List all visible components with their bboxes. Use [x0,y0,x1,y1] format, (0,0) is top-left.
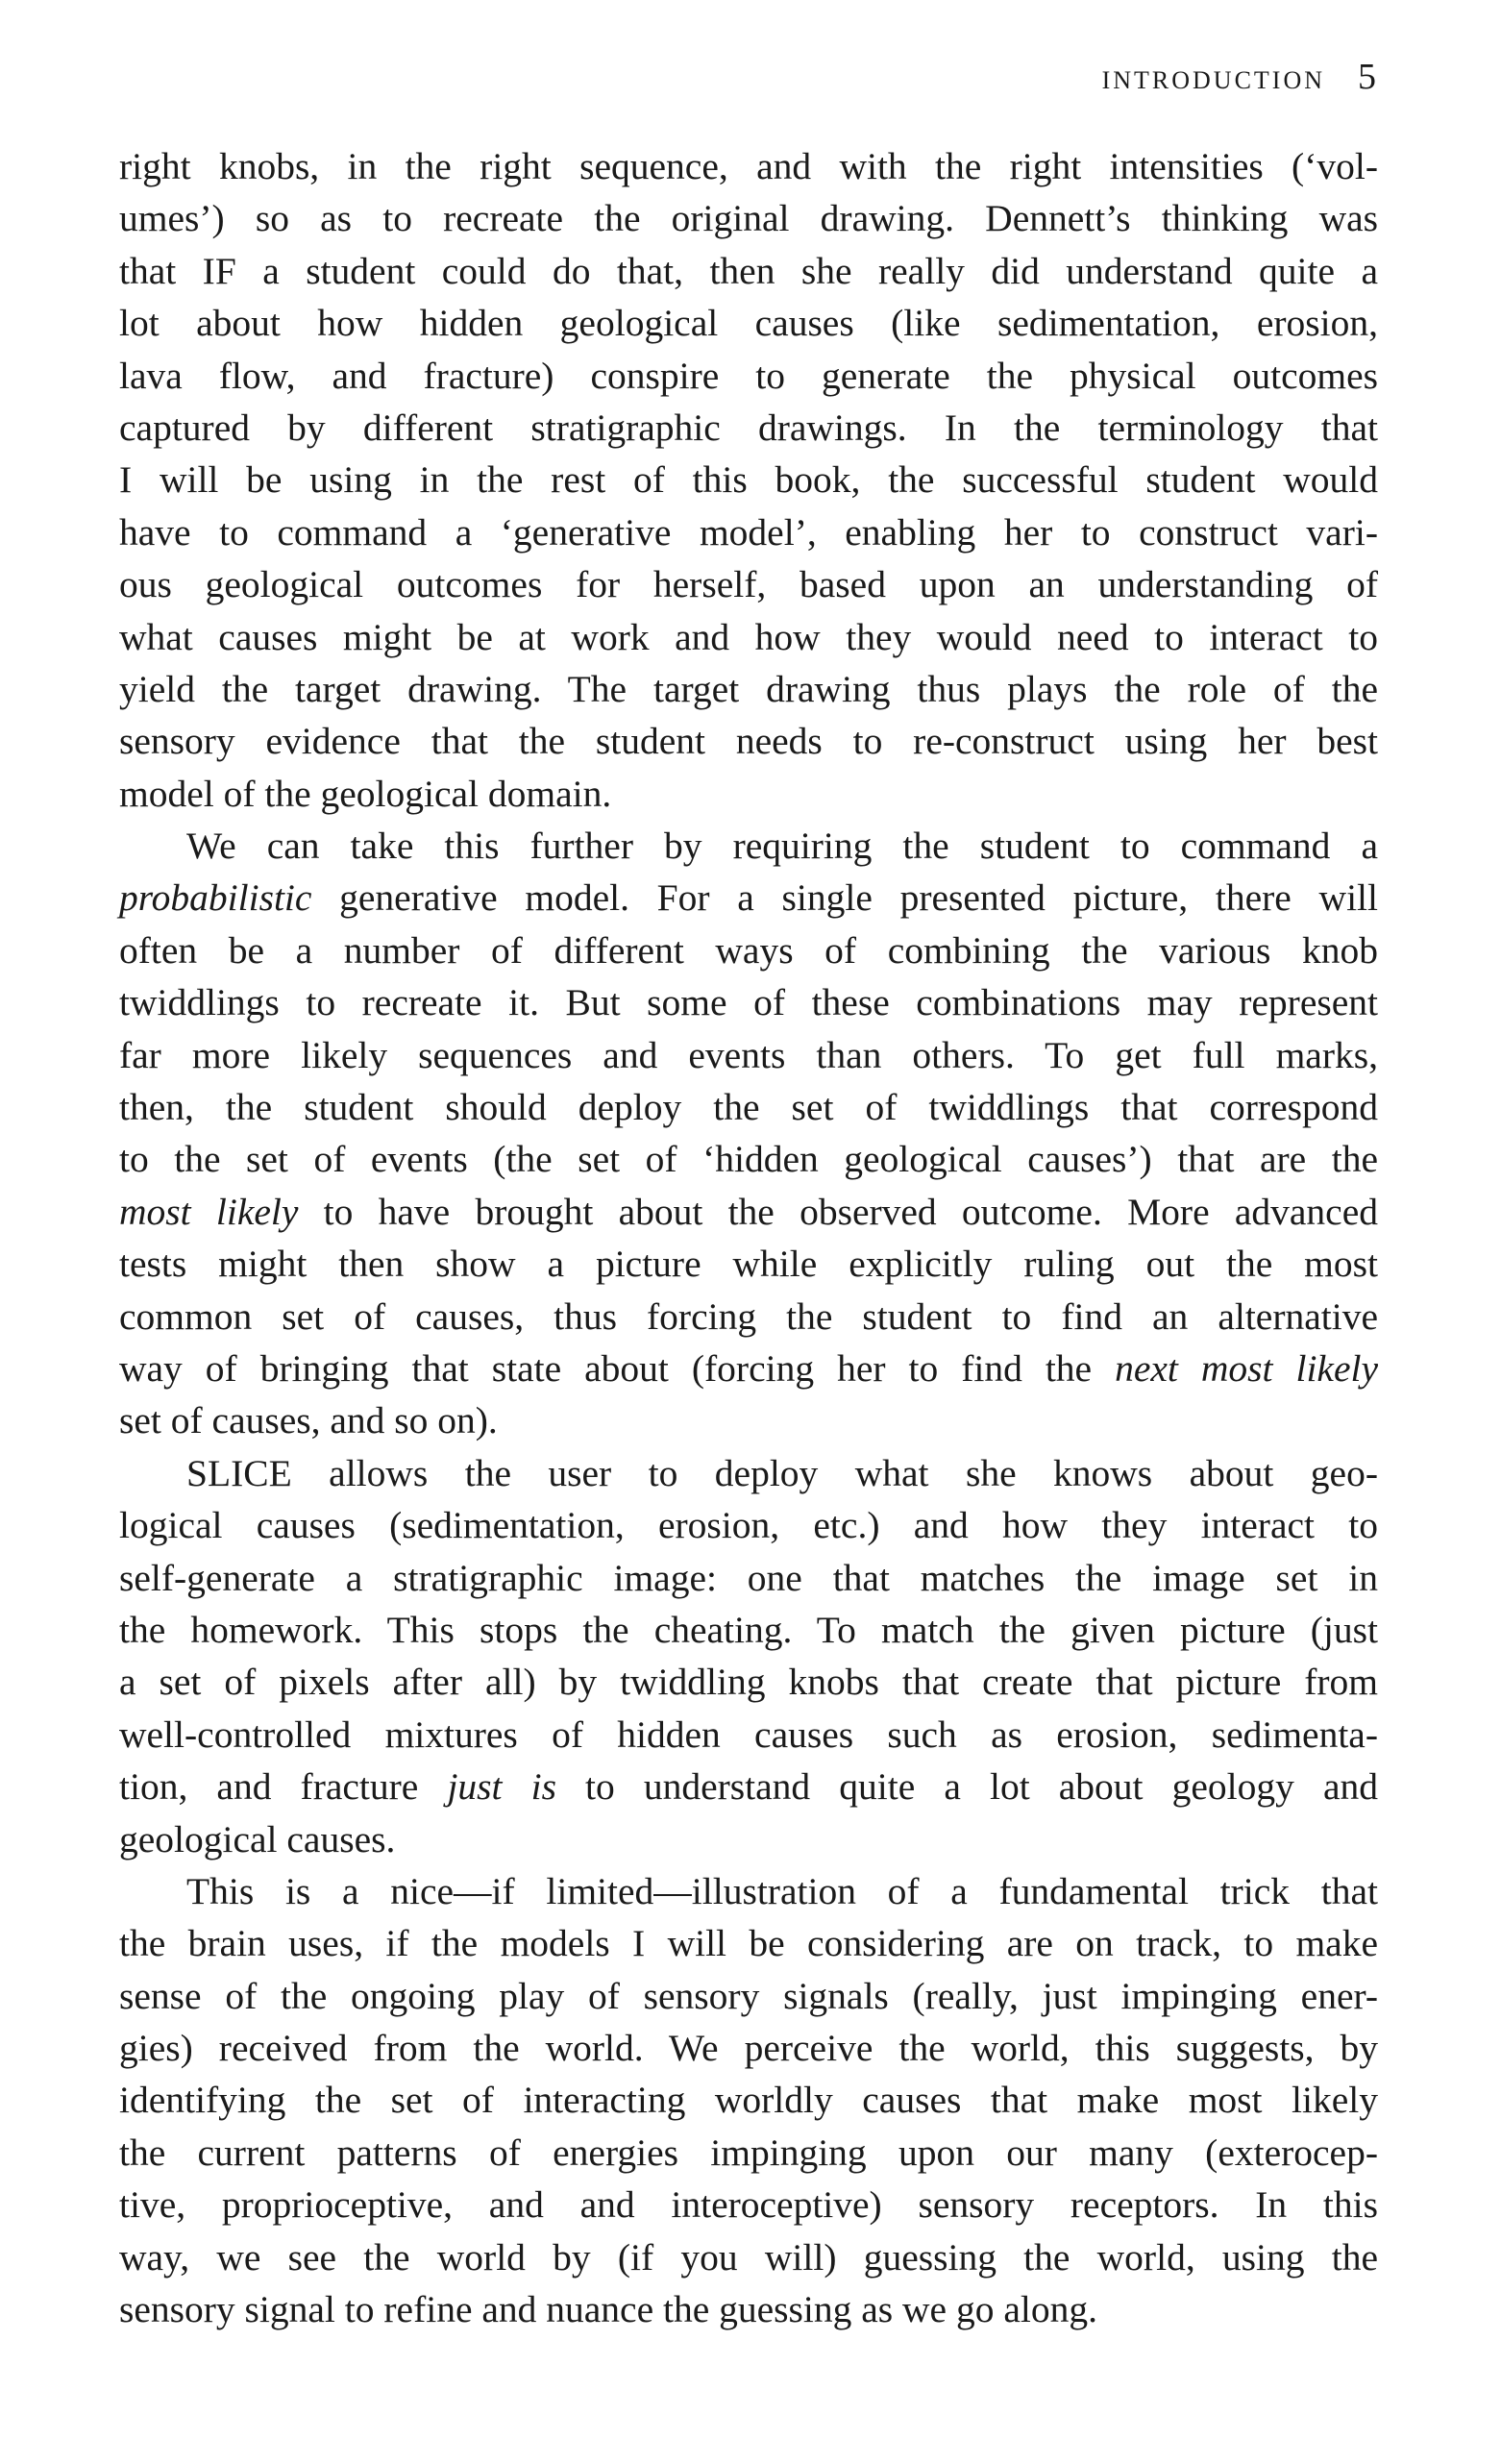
text-line [119,924,1378,976]
text-segment: tests might then show a picture while explicitly ruling out the most [119,1243,1378,1286]
text-segment: way of bringing that state about (forcing her to find the [119,1346,1116,1390]
text-line [119,1813,1378,1865]
running-head [1102,56,1376,98]
text-segment: have to command a ‘generative model’, enabling her to construct vari- [119,510,1378,554]
text-line [119,2231,1378,2283]
text-segment: generative model. For a single presented picture, there will [311,876,1378,920]
text-line [119,1447,1378,1499]
text-segment: This is a nice—if limited—illustration of a fundamental trick that [186,1869,1378,1912]
text-line [119,1029,1378,1081]
text-segment: right knobs, in the right sequence, and with the right intensities (‘vol- [119,145,1378,187]
text-line [119,2283,1378,2335]
text-segment: logical causes (sedimentation, erosion, etc.) and how they interact to [119,1504,1378,1547]
text-line [119,245,1378,297]
text-segment: geological causes. [119,1817,396,1860]
text-segment: the current patterns of energies impinging upon our many (exterocep- [119,2131,1378,2174]
text-segment: lot about how hidden geological causes (like sedimentation, erosion, [119,302,1378,345]
text-line [119,558,1378,610]
text-line [119,663,1378,715]
text-line [119,297,1378,349]
text-segment: gies) received from the world. We perceive the world, this suggests, by [119,2027,1378,2070]
text-line [119,976,1378,1028]
text-segment: We can take this further by requiring the student to command a [186,825,1378,868]
text-segment: then, the student should deploy the set of twiddlings that correspond [119,1086,1378,1129]
italic-text: most likely [119,1190,299,1233]
text-segment: far more likely sequences and events than others. To get full marks, [119,1033,1378,1076]
text-line [119,2074,1378,2126]
text-segment: ous geological outcomes for herself, based upon an understanding of [119,563,1378,606]
text-line [119,192,1378,244]
text-segment: captured by different stratigraphic drawings. In the terminology that [119,406,1378,449]
text-segment: model of the geological domain. [119,772,612,815]
text-line [119,1709,1378,1761]
text-segment: sensory signal to refine and nuance the guessing as we go along. [119,2288,1097,2331]
text-line [119,611,1378,663]
text-segment: common set of causes, thus forcing the student to find an alternative [119,1294,1378,1338]
text-line [119,506,1378,558]
running-head-section: INTRODUCTION [1101,66,1325,94]
text-segment: to have brought about the observed outcome. More advanced [298,1190,1378,1233]
page-number: 5 [1358,57,1376,97]
text-segment: to the set of events (the set of ‘hidden geological causes’) that are the [119,1138,1378,1181]
text-line [119,2179,1378,2230]
italic-text: just is [447,1765,556,1809]
text-line [119,1761,1378,1812]
text-line [119,1552,1378,1604]
text-segment: twiddlings to recreate it. But some of these combinations may represent [119,981,1378,1024]
text-line [119,1186,1378,1238]
text-segment: umes’) so as to recreate the original drawing. Dennett’s thinking was [119,197,1378,240]
text-line [119,715,1378,767]
text-segment: self-generate a stratigraphic image: one that matches the image set in [119,1556,1378,1599]
text-line [119,350,1378,402]
text-segment: way, we see the world by (if you will) guessing the world, using the [119,2235,1378,2279]
text-segment: identifying the set of interacting worldly causes that make most likely [119,2079,1378,2122]
text-line [119,1081,1378,1133]
text-segment: to understand quite a lot about geology and [555,1765,1379,1809]
text-line [119,402,1378,454]
text-segment: well-controlled mixtures of hidden causes such as erosion, sedimenta- [119,1712,1378,1756]
text-line [119,1917,1378,1969]
text-line [119,1238,1378,1290]
text-segment: sensory evidence that the student needs to re-construct using her best [119,720,1378,763]
text-line [119,1394,1378,1446]
text-line [119,820,1378,872]
text-segment: often be a number of different ways of combining the various knob [119,928,1378,972]
text-line [119,2127,1378,2179]
text-segment: the brain uses, if the models I will be considering are on track, to make [119,1922,1378,1965]
italic-text: next most likely [1115,1346,1379,1390]
text-line [119,1133,1378,1185]
text-segment: SLICE allows the user to deploy what she knows about geo- [186,1451,1378,1494]
text-line [119,2022,1378,2074]
text-line [119,1291,1378,1343]
text-line [119,1604,1378,1656]
text-line [119,454,1378,505]
text-segment: that IF a student could do that, then she really did understand quite a [119,249,1378,292]
text-segment: I will be using in the rest of this book, the successful student would [119,458,1378,502]
text-line [119,1865,1378,1917]
text-line [119,1970,1378,2022]
text-line [119,1656,1378,1708]
italic-text: probabilistic [119,876,312,920]
text-line [119,140,1378,192]
body-text [119,140,1378,2335]
text-segment: tion, and fracture [119,1765,448,1809]
text-line [119,1343,1378,1394]
text-segment: the homework. This stops the cheating. To match the given picture (just [119,1608,1378,1651]
text-segment: lava flow, and fracture) conspire to generate the physical outcomes [119,354,1378,397]
text-line [119,1499,1378,1551]
text-segment: what causes might be at work and how they would need to interact to [119,615,1378,658]
text-segment: yield the target drawing. The target drawing thus plays the role of the [119,667,1378,710]
text-segment: set of causes, and so on). [119,1399,498,1442]
text-line [119,768,1378,820]
text-segment: tive, proprioceptive, and and interoceptive) sensory receptors. In this [119,2183,1378,2227]
text-segment: a set of pixels after all) by twiddling knobs that create that picture from [119,1661,1378,1704]
text-segment: sense of the ongoing play of sensory signals (really, just impinging ener- [119,1974,1378,2017]
text-line [119,872,1378,924]
